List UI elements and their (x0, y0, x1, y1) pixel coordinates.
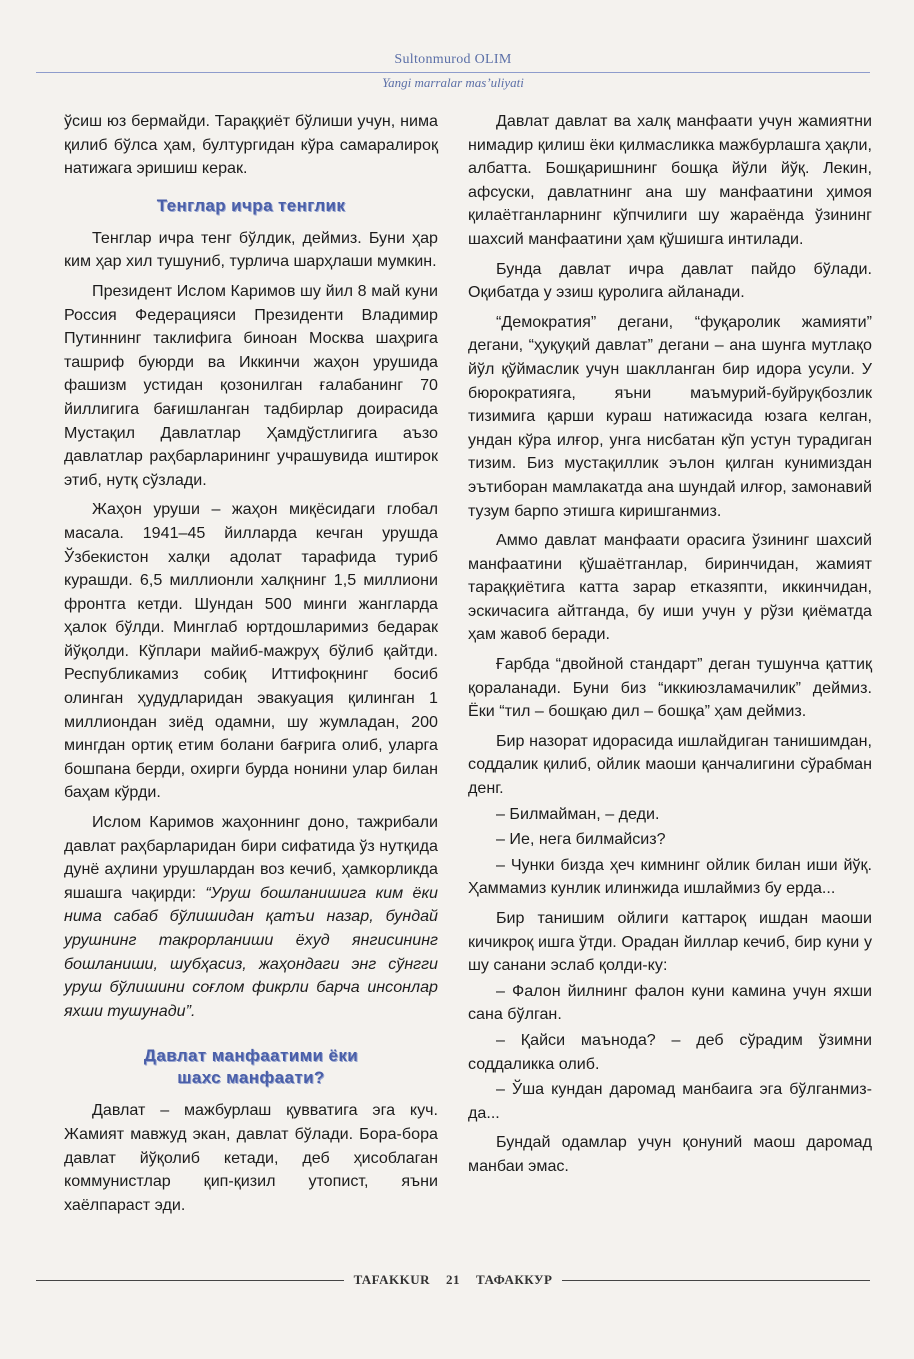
paragraph: Давлат – мажбурлаш қувватига эга куч. Жамият мавжуд экан, давлат бўлади. Бора-бора давлат йўқолиб кетади, деб ҳисоблаган коммунистлар қип-қизил утопист, яъни хаёлпараст эди. (64, 1101, 438, 1214)
paragraph: Президент Ислом Каримов шу йил 8 май куни Россия Федерацияси Президенти Владимир Путиннинг таклифига биноан Москва шаҳрига ташриф буюрди ва Иккинчи жаҳон урушида фашизм устидан қозонилган ғалабанинг 70 йиллигига бағишланган тадбирлар доирасида Мустақил Давлатлар Ҳамдўстлигига аъзо давлатлар раҳбарларининг учрашувида иштирок этиб, нутқ сўзлади. (64, 281, 438, 489)
header-rule (36, 72, 870, 73)
dialogue-line: – Ўша кундан даромад манбаига эга бўлганмиз-да... (468, 1080, 872, 1122)
paragraph-text: Ислом Каримов жаҳоннинг доно, тажрибали давлат раҳбарларидан бири сифатида ўз нутқида дунё аҳлини урушлардан воз кечиб, ҳамкорликда яшашга чақирди: (64, 813, 438, 902)
section-heading: Тенглар ичра тенглик (156, 195, 346, 215)
paragraph: Бир назорат идорасида ишлайдиган танишимдан, соддалик қилиб, ойлик маоши қанчалигини сўрабман денг. (468, 731, 872, 798)
dialogue-line: – Ие, нега билмайсиз? (496, 830, 666, 849)
right-column (468, 110, 872, 1179)
footer-rule-left (36, 1280, 344, 1281)
dialogue-line: – Фалон йилнинг фалон куни камина учун яхши сана бўлган. (468, 981, 872, 1024)
paragraph: ўсиш юз бермайди. Тараққиёт бўлиши учун, нима қилиб бўлса ҳам, бултургидан кўра самаралироқ натижага эришиш керак. (64, 112, 438, 178)
dialogue-line: – Чунки бизда ҳеч кимнинг ойлик билан иши йўқ. Ҳаммамиз кунлик илинжида ишлаймиз бу ерда... (468, 855, 872, 898)
quote-text: “Уруш бошланишига ким ёки нима сабаб бўлишидан қатъи назар, бундай урушнинг такрорланиши ёхуд янгисининг бошланиши, шубҳасиз, жаҳондаги энг сўнгги уруш бўлишини соғлом фикрли барча инсонлар яхши тушунади”. (64, 883, 438, 1020)
page-number: 21 (446, 1272, 461, 1287)
paragraph: Тенглар ичра тенг бўлдик, деймиз. Буни ҳар ким ҳар хил тушуниб, турлича шарҳлаши мумкин. (64, 228, 438, 271)
paragraph: Аммо давлат манфаати орасига ўзининг шахсий манфаатини қўшаётганлар, биринчидан, жамият тараққиётига катта зарар етказяпти, иккинчидан, эскичасига айтганда, бу иши учун у рўзи қиёматда ҳам жавоб беради. (468, 531, 872, 644)
paragraph (64, 811, 438, 1023)
footer-title-latin: TAFAKKUR (353, 1272, 431, 1287)
paragraph: “Демократия” дегани, “фуқаролик жамияти” дегани, “ҳуқуқий давлат” дегани – ана шунга мутлақо йўл қўймаслик учун шаклланган бир идора усули. У бюрократияга, яъни маъмурий-буйруқбозлик тизимига қарши кураш натижасида юзага келган, ундан кўра илғор, унга нисбатан кўп устун турадиган тизим. Биз мустақиллик эълон қилган кунимиздан эътиборан мамлакатда ана шундай илғор, замонавий тузум барпо этишга киришганмиз. (468, 312, 872, 520)
paragraph: Жаҳон уруши – жаҳон миқёсидаги глобал масала. 1941–45 йилларда кечган урушда Ўзбекистон халқи адолат тарафида туриб курашди. 6,5 миллионли халқнинг 1,5 миллиони фронтга кетди. Шундан 500 минги жангларда ҳалок бўлди. Минглаб юртдошларимиз бедарак йўқолди. Кўплари майиб-мажруҳ бўлиб қайтди. Республикамиз собиқ Иттифоқнинг босиб олинган ҳудудларидан эвакуация қилинган 1 миллиондан зиёд одамни, шу жумладан, 200 мингдан ортиқ етим болани бағрига олиб, уларга бошпана берди, охирги бурда нонини улар билан баҳам кўрди. (64, 500, 438, 802)
paragraph: Ғарбда “двойной стандарт” деган тушунча қаттиқ қораланади. Буни биз “иккиюзламачилик” деймиз. Ёки “тил – бошқаю дил – бошқа” ҳам деймиз. (468, 655, 872, 721)
footer-rule-right (562, 1280, 870, 1281)
section-heading (64, 1045, 438, 1089)
heading-line: шахс манфаати? (177, 1068, 325, 1088)
dialogue-line: – Қайси маънода? – деб сўрадим ўзимни соддаликка олиб. (468, 1030, 872, 1073)
paragraph: Бир танишим ойлиги каттароқ ишдан маоши кичикроқ ишга ўтди. Орадан йиллар кечиб, бир куни у шу санани эслаб қолди-ку: (468, 909, 872, 975)
left-column (64, 110, 438, 1217)
heading-line: Давлат манфаатими ёки (143, 1046, 359, 1066)
running-header (36, 52, 870, 91)
paragraph: Бундай одамлар учун қонуний маош даромад манбаи эмас. (468, 1133, 872, 1175)
footer-title-cyrillic: ТАФАККУР (476, 1272, 553, 1287)
header-subtitle: Yangi marralar mas’uliyati (382, 75, 524, 90)
paragraph: Бунда давлат ичра давлат пайдо бўлади. Оқибатда у эзиш қуролига айланади. (468, 259, 872, 302)
dialogue-line: – Билмайман, – деди. (496, 804, 660, 823)
paragraph: Давлат давлат ва халқ манфаати учун жамиятни нимадир қилиш ёки қилмасликка мажбурлашга ҳақли, албатта. Бошқаришнинг бошқа йўли йўқ. Лекин, афсуски, давлатнинг ана шу манфаатини ҳимоя қилаётганларнинг кўпчилиги шу жараёнда ўзининг шахсий манфаатини ҳам қўшишга интилади. (468, 112, 872, 248)
page-footer (36, 1270, 870, 1290)
header-author: Sultonmurod OLIM (394, 52, 512, 67)
